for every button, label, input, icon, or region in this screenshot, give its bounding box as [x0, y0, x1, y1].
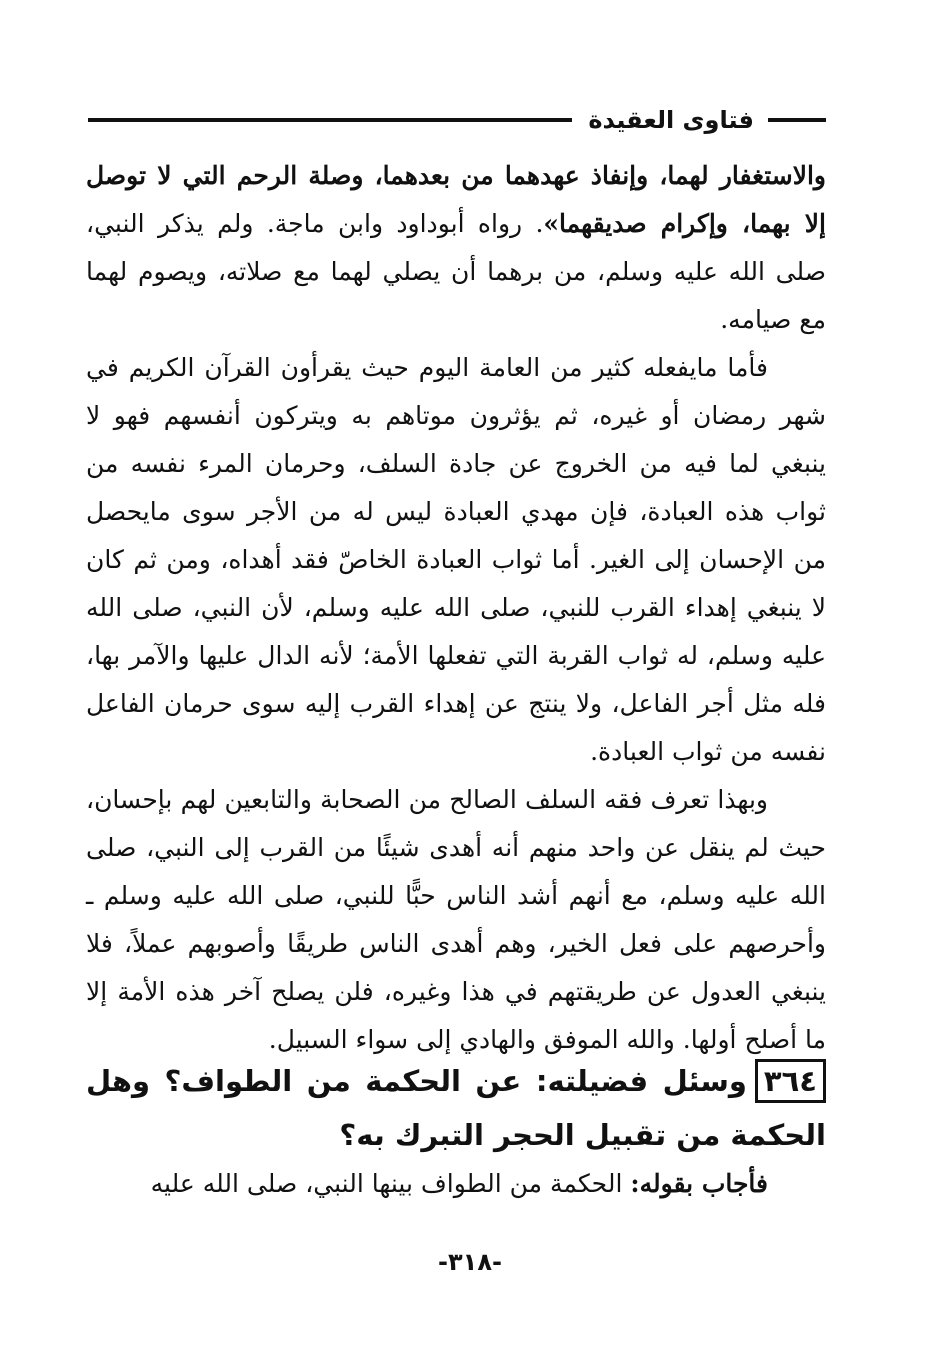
header-rule-short — [768, 118, 826, 122]
paragraph-2: فأما مايفعله كثير من العامة اليوم حيث يقرأون القرآن الكريم في شهر رمضان أو غيره، ثم يؤثرون موتاهم به ويتركون أنفسهم فهو لا ينبغي لما فيه من الخروج عن جادة السلف، وحرمان المرء نفسه من ثواب هذه العبادة، فإن مهدي العبادة ليس له من الأجر سوى مايحصل من الإحسان إلى الغير. أما ثواب العبادة الخاصّ فقد أهداه، ومن ثم كان لا ينبغي إهداء القرب للنبي، صلى الله عليه وسلم، لأن النبي، صلى الله عليه وسلم، له ثواب القربة التي تفعلها الأمة؛ لأنه الدال عليها والآمر بها، فله مثل أجر الفاعل، ولا ينتج عن إهداء القرب إليه سوى حرمان الفاعل نفسه من ثواب العبادة. — [86, 353, 826, 766]
paragraph-1-rest: . رواه أبوداود وابن ماجة. ولم يذكر النبي، صلى الله عليه وسلم، من برهما أن يصلي لهما مع صلاته، ويصوم لهما مع صيامه. — [86, 209, 826, 334]
paragraph-3: وبهذا تعرف فقه السلف الصالح من الصحابة والتابعين لهم بإحسان، حيث لم ينقل عن واحد منهم أنه أهدى شيئًا من القرب إلى النبي، صلى الله عليه وسلم، مع أنهم أشد الناس حبًّا للنبي، صلى الله عليه وسلم ـ وأحرصهم على فعل الخير، وهم أهدى الناس طريقًا وأصوبهم عملاً، فلا ينبغي العدول عن طريقتهم في هذا وغيره، فلن يصلح آخر هذه الأمة إلا ما أصلح أولها. والله الموفق والهادي إلى سواء السبيل. — [86, 785, 826, 1054]
paragraph-1 — [86, 152, 826, 344]
header-rule-long — [88, 118, 572, 122]
page-header — [88, 98, 826, 142]
answer-lead: فأجاب بقوله: — [630, 1169, 768, 1198]
question-heading — [86, 1054, 826, 1162]
answer-text — [86, 1160, 826, 1208]
answer-body: الحكمة من الطواف بينها النبي، صلى الله عليه — [150, 1169, 623, 1198]
page-number: -٣١٨- — [438, 1248, 502, 1276]
hadith-quote: والاستغفار لهما، وإنفاذ عهدهما من بعدهما، وصلة الرحم التي لا توصل إلا بهما، وإكرام صديقهما» — [86, 161, 826, 238]
question-text: وسئل فضيلته: عن الحكمة من الطواف؟ وهل الحكمة من تقبيل الحجر التبرك به؟ — [86, 1064, 826, 1152]
question-number-box: ٣٦٤ — [755, 1059, 826, 1103]
body-text — [86, 152, 826, 1064]
running-title: فتاوى العقيدة — [588, 106, 754, 134]
